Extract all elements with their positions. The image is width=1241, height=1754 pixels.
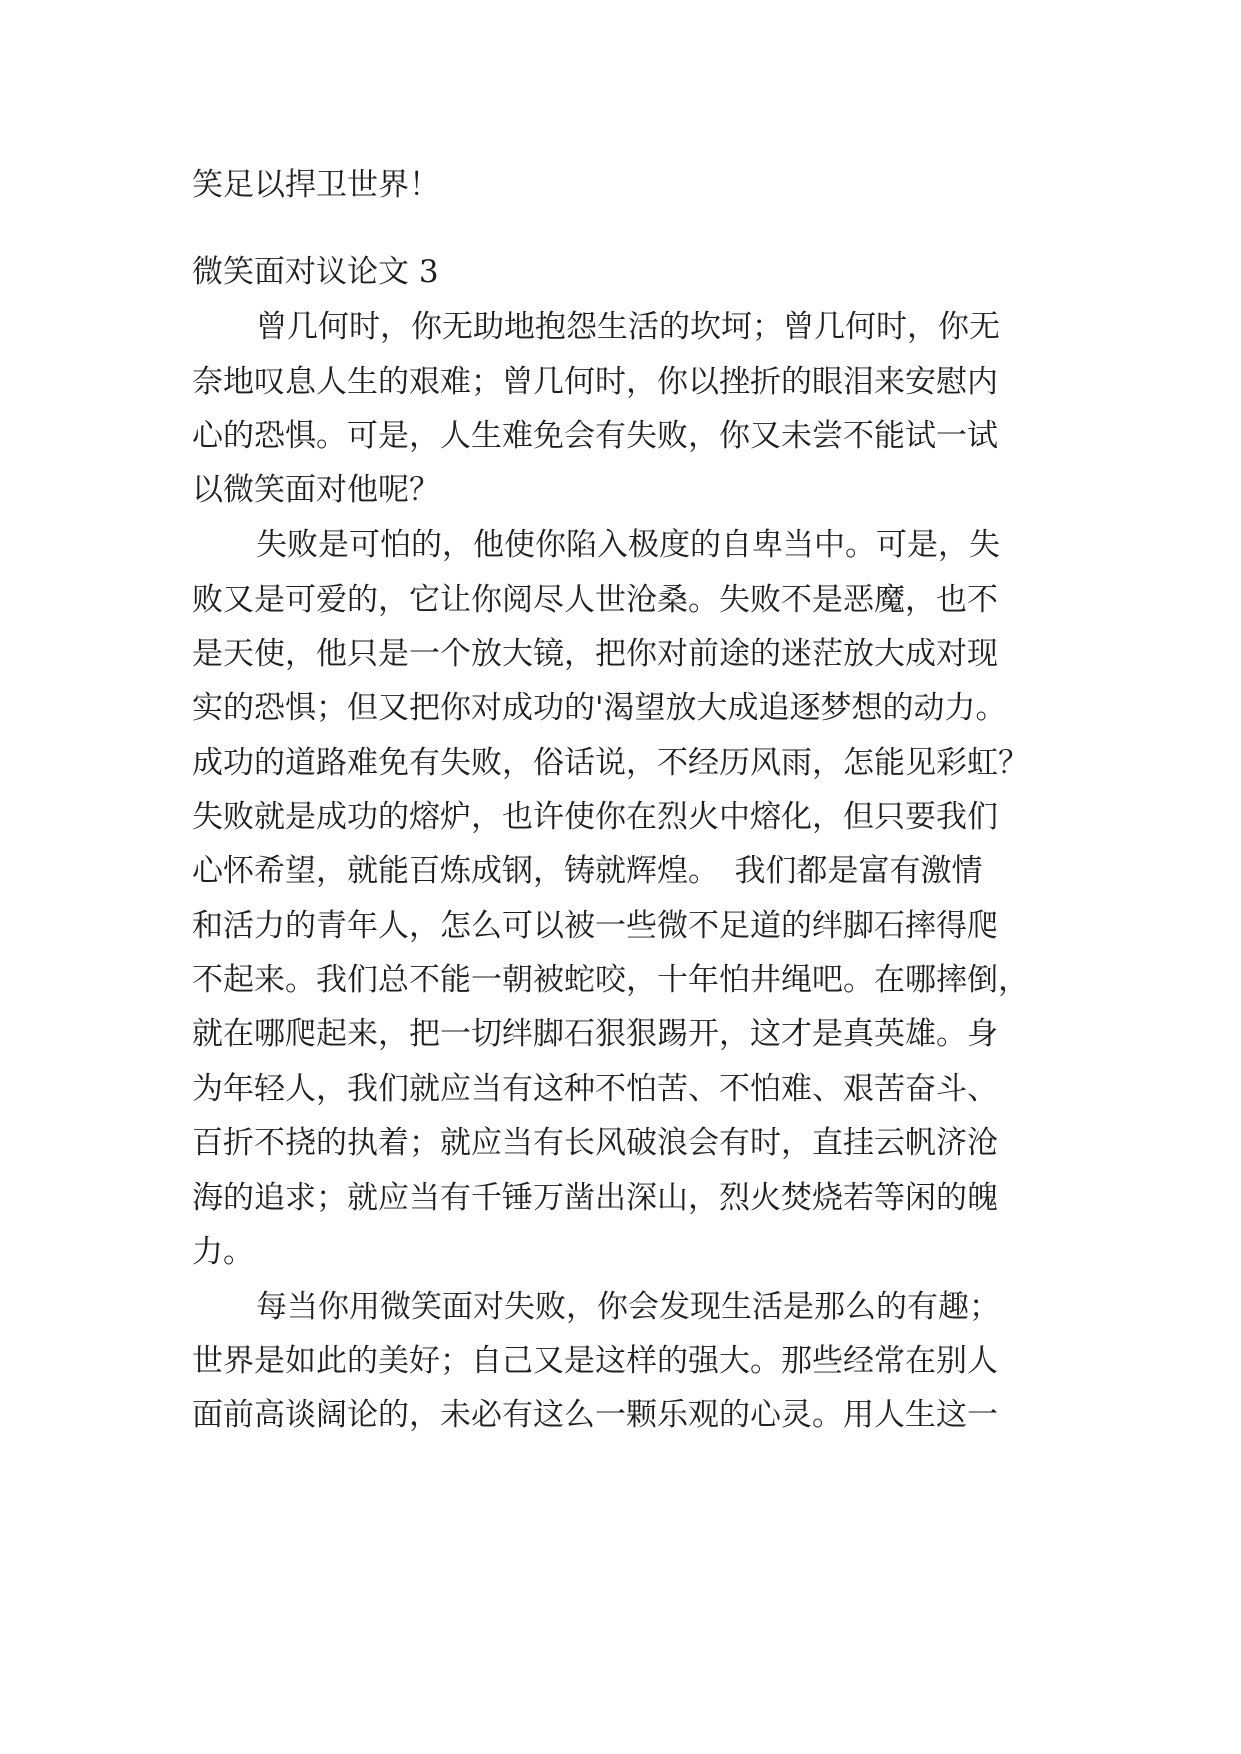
paragraph-2-line-11: 为年轻人，我们就应当有这种不怕苦、不怕难、艰苦奋斗、	[192, 1071, 998, 1107]
paragraph-2-line-12: 百折不挠的执着；就应当有长风破浪会有时，直挂云帆济沧	[192, 1125, 998, 1161]
paragraph-1-line-1: 曾几何时，你无助地抱怨生活的坎坷；曾几何时，你无	[256, 309, 1000, 345]
closing-line: 笑足以捍卫世界！	[192, 167, 440, 203]
paragraph-1-line-4: 以微笑面对他呢？	[192, 472, 440, 508]
paragraph-2-line-4: 实的恐惧；但又把你对成功的'渴望放大成追逐梦想的动力。	[192, 690, 1007, 726]
paragraph-1-line-3: 心的恐惧。可是，人生难免会有失败，你又未尝不能试一试	[192, 418, 998, 454]
paragraph-2-line-14: 力。	[192, 1234, 254, 1270]
paragraph-2-line-3: 是天使，他只是一个放大镜，把你对前途的迷茫放大成对现	[192, 636, 998, 672]
paragraph-2-line-6: 失败就是成功的熔炉，也许使你在烈火中熔化，但只要我们	[192, 799, 998, 835]
paragraph-2-line-2: 败又是可爱的，它让你阅尽人世沧桑。失败不是恶魔，也不	[192, 582, 998, 618]
paragraph-1-line-2: 奈地叹息人生的艰难；曾几何时，你以挫折的眼泪来安慰内	[192, 364, 998, 400]
paragraph-2-line-1: 失败是可怕的，他使你陷入极度的自卑当中。可是，失	[256, 527, 1000, 563]
paragraph-2-line-13: 海的追求；就应当有千锤万凿出深山，烈火焚烧若等闲的魄	[192, 1180, 998, 1216]
paragraph-2-line-8: 和活力的青年人，怎么可以被一些微不足道的绊脚石摔得爬	[192, 908, 998, 944]
paragraph-2-line-5: 成功的道路难免有失败，俗话说，不经历风雨，怎能见彩虹？	[192, 745, 1029, 781]
paragraph-2-line-9: 不起来。我们总不能一朝被蛇咬，十年怕井绳吧。在哪摔倒，	[192, 962, 1029, 998]
essay-title: 微笑面对议论文 3	[192, 254, 439, 290]
paragraph-3-line-1: 每当你用微笑面对失败，你会发现生活是那么的有趣；	[256, 1289, 1000, 1325]
paragraph-2-line-10: 就在哪爬起来，把一切绊脚石狠狠踢开，这才是真英雄。身	[192, 1016, 998, 1052]
paragraph-2-line-7: 心怀希望，就能百炼成钢，铸就辉煌。 我们都是富有激情	[192, 853, 983, 889]
paragraph-3-line-2: 世界是如此的美好；自己又是这样的强大。那些经常在别人	[192, 1343, 998, 1379]
paragraph-3-line-3: 面前高谈阔论的，未必有这么一颗乐观的心灵。用人生这一	[192, 1397, 998, 1433]
